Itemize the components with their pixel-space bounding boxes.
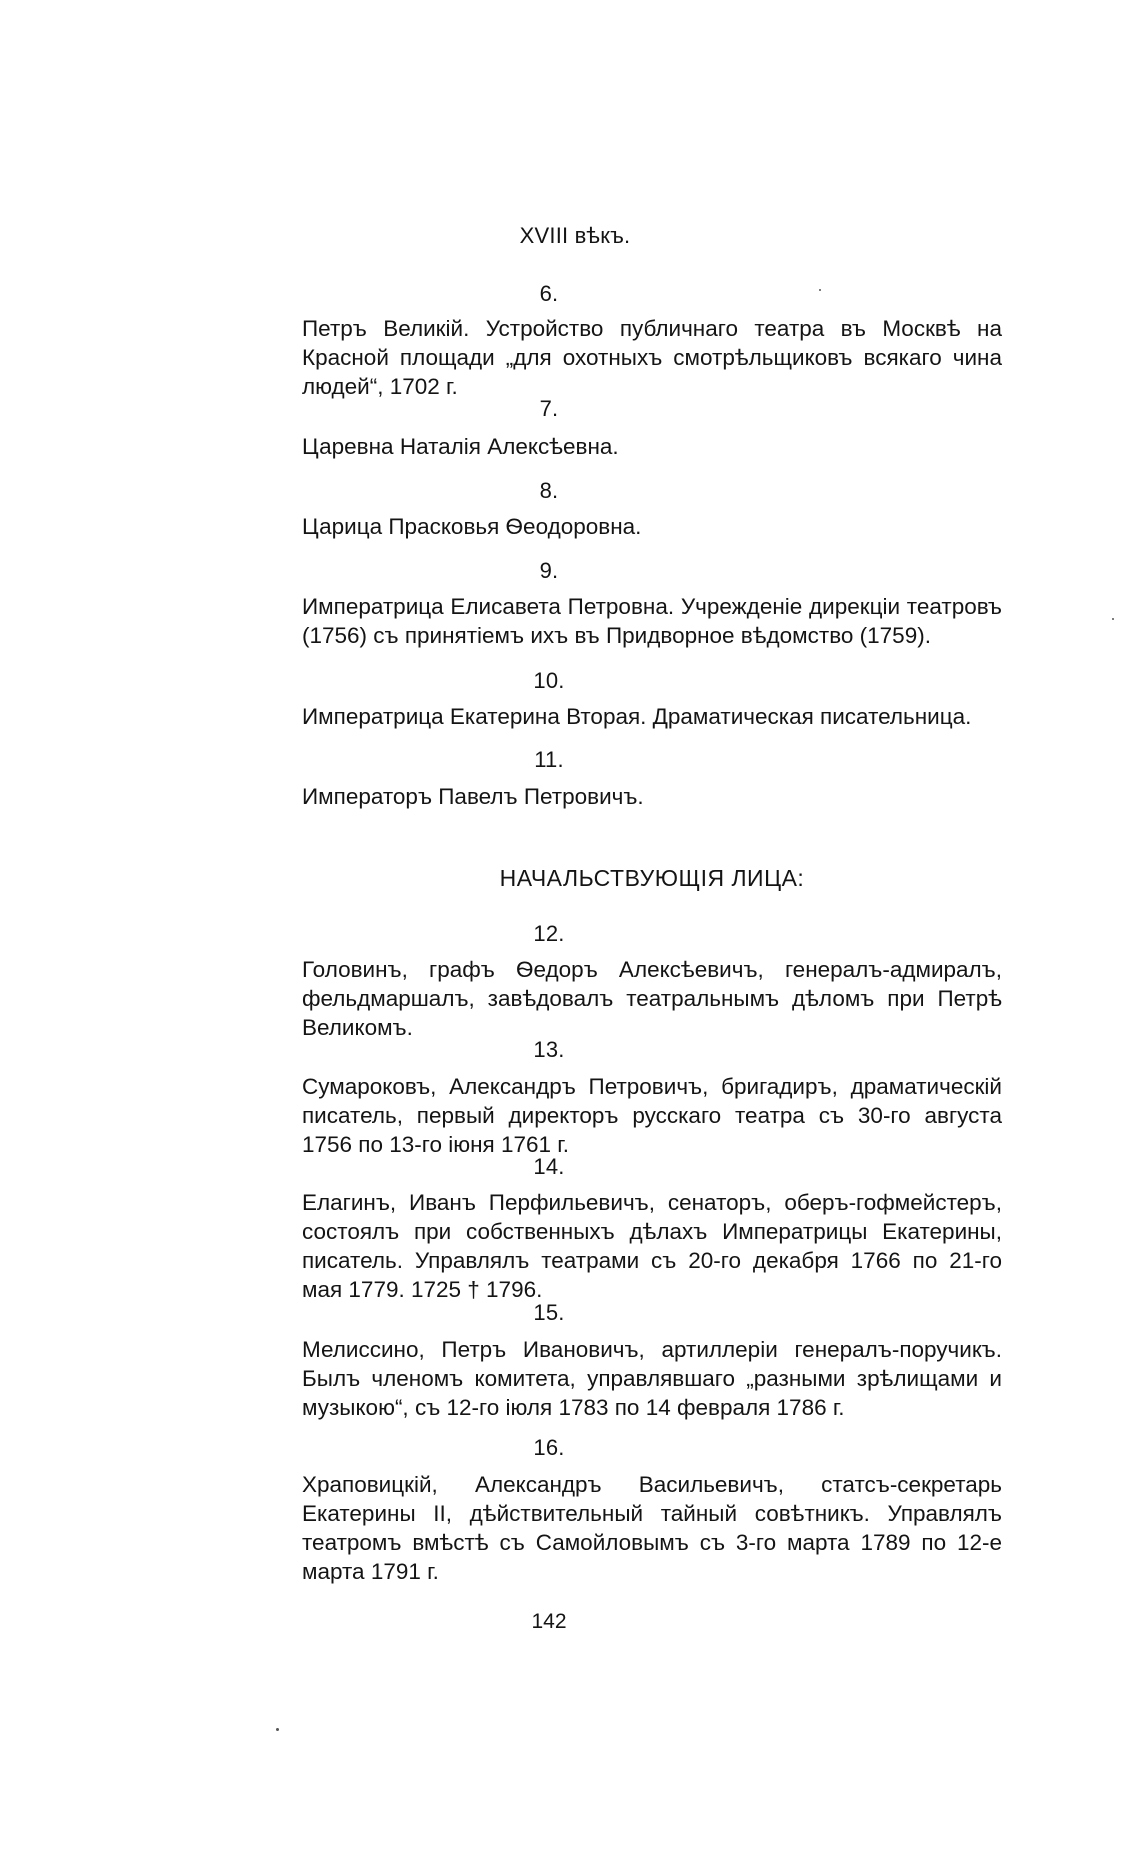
entry-text-content: Петръ Великій. Устройство публичнаго театра въ Москвѣ на Красной площади „для охотныхъ смотрѣльщиковъ всякаго чина людей“, 1702 г. [302, 316, 1002, 399]
entry-text [302, 782, 1002, 811]
entry-number: 11. [534, 747, 564, 772]
entry-text-content: Мелиссино, Петръ Ивановичъ, артиллеріи генералъ-поручикъ. Былъ членомъ комитета, управлявшаго „разными зрѣлищами и музыкою“, съ 12-го іюля 1783 по 14 февраля 1786 г. [302, 1337, 1002, 1420]
entry-text-content: Императрица Екатерина Вторая. Драматическая писательница. [302, 704, 972, 729]
entry-text-content: Царевна Наталія Алексѣевна. [302, 434, 619, 459]
entry-number: 16. [533, 1435, 565, 1460]
entry-number: 8. [539, 478, 559, 503]
section-heading: НАЧАЛЬСТВУЮЩІЯ ЛИЦА: [499, 865, 805, 891]
page-number: 142 [531, 1610, 567, 1633]
entry-number: 9. [539, 558, 559, 583]
entry-text [302, 955, 1002, 1042]
entry-text [302, 1335, 1002, 1422]
entry-text-content: Елагинъ, Иванъ Перфильевичъ, сенаторъ, оберъ-гофмейстеръ, состоялъ при собственныхъ дѣлахъ Императрицы Екатерины, писатель. Управлялъ театрами съ 20-го декабря 1766 по 21-го мая 1779. 1725 † 1796. [302, 1190, 1002, 1302]
entry-text [302, 1188, 1002, 1304]
entry-text [302, 314, 1002, 401]
entry-number: 13. [533, 1037, 565, 1062]
scan-speck [1112, 618, 1114, 620]
entry-text-content: Императоръ Павелъ Петровичъ. [302, 784, 644, 809]
entry-text-content: Императрица Елисавета Петровна. Учрежденіе дирекціи театровъ (1756) съ принятіемъ ихъ въ Придворное вѣдомство (1759). [302, 594, 1002, 648]
entry-text [302, 1470, 1002, 1586]
entry-number: 15. [533, 1300, 565, 1325]
entry-text-content: Храповицкій, Александръ Васильевичъ, статсъ-секретарь Екатерины II, дѣйствительный тайный совѣтникъ. Управлялъ театромъ вмѣстѣ съ Самойловымъ съ 3-го марта 1789 по 12-е марта 1791 г. [302, 1472, 1002, 1584]
entry-text [302, 432, 1002, 461]
entry-number: 10. [533, 668, 565, 693]
entry-number: 7. [539, 396, 559, 421]
entry-number: 14. [533, 1154, 565, 1179]
entry-text [302, 1072, 1002, 1159]
entry-text [302, 592, 1002, 650]
century-heading: XVIII вѣкъ. [519, 223, 631, 248]
scan-speck [819, 289, 821, 291]
entry-text-content: Головинъ, графъ Ѳедоръ Алексѣевичъ, генералъ-адмиралъ, фельдмаршалъ, завѣдовалъ театральнымъ дѣломъ при Петрѣ Великомъ. [302, 957, 1002, 1040]
entry-text-content: Царица Прасковья Ѳеодоровна. [302, 514, 642, 539]
entry-text-content: Сумароковъ, Александръ Петровичъ, бригадиръ, драматическій писатель, первый директоръ русскаго театра съ 30-го августа 1756 по 13-го іюня 1761 г. [302, 1074, 1002, 1157]
entry-number: 12. [533, 921, 565, 946]
entry-text [302, 512, 1002, 541]
entry-number: 6. [539, 281, 559, 306]
entry-text [302, 702, 1002, 731]
scan-speck [276, 1728, 279, 1731]
